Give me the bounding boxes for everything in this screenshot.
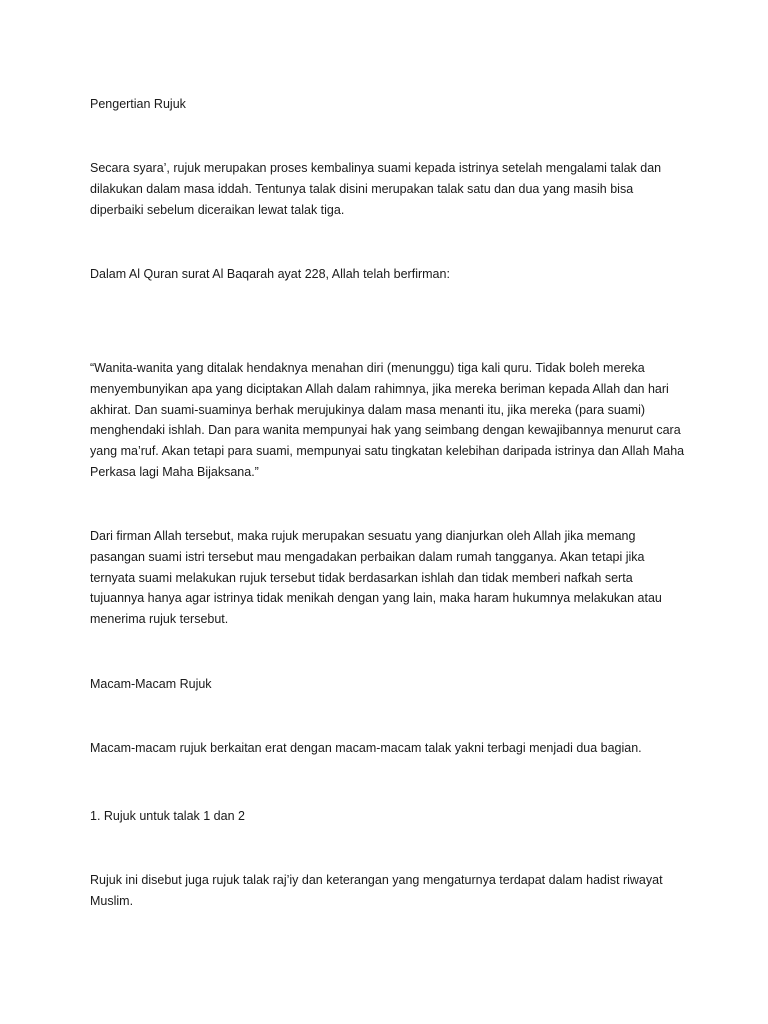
quote-verse: “Wanita-wanita yang ditalak hendaknya menahan diri (menunggu) tiga kali quru. Tidak boleh mereka menyembunyikan apa yang diciptakan Allah dalam rahimnya, jika mereka beriman kepada Allah dan hari akhirat. Dan suami-suaminya berhak merujukinya dalam masa menanti itu, jika mereka (para suami) menghendaki ishlah. Dan para wanita mempunyai hak yang seimbang dengan kewajibannya menurut cara yang ma’ruf. Akan tetapi para suami, mempunyai satu tingkatan kelebihan daripada istrinya dan Allah Maha Perkasa lagi Maha Bijaksana.” <box>90 361 685 479</box>
paragraph-types-intro: Macam-macam rujuk berkaitan erat dengan macam-macam talak yakni terbagi menjadi dua bagian. <box>90 741 642 755</box>
paragraph-definition: Secara syara’, rujuk merupakan proses kembalinya suami kepada istrinya setelah mengalami talak dan dilakukan dalam masa iddah. Tentunya talak disini merupakan talak satu dan dua yang masih bisa diperbaiki sebelum diceraikan lewat talak tiga. <box>90 161 662 217</box>
paragraph-explanation: Dari firman Allah tersebut, maka rujuk merupakan sesuatu yang dianjurkan oleh Allah jika memang pasangan suami istri tersebut mau mengadakan perbaikan dalam rumah tangganya. Akan tetapi jika ternyata suami melakukan rujuk tersebut tidak berdasarkan ishlah dan tidak memberi nafkah serta tujuannya hanya agar istrinya tidak menikah dengan yang lain, maka haram hukumnya melakukan atau menerima rujuk tersebut. <box>90 529 662 627</box>
section-heading-definition: Pengertian Rujuk <box>90 97 186 111</box>
section-heading-types: Macam-Macam Rujuk <box>90 677 212 691</box>
paragraph-quran-intro: Dalam Al Quran surat Al Baqarah ayat 228, Allah telah berfirman: <box>90 267 450 281</box>
paragraph-item-1: Rujuk ini disebut juga rujuk talak raj’iy dan keterangan yang mengaturnya terdapat dalam hadist riwayat Muslim. <box>90 873 663 908</box>
list-heading-item-1: 1. Rujuk untuk talak 1 dan 2 <box>90 809 245 823</box>
